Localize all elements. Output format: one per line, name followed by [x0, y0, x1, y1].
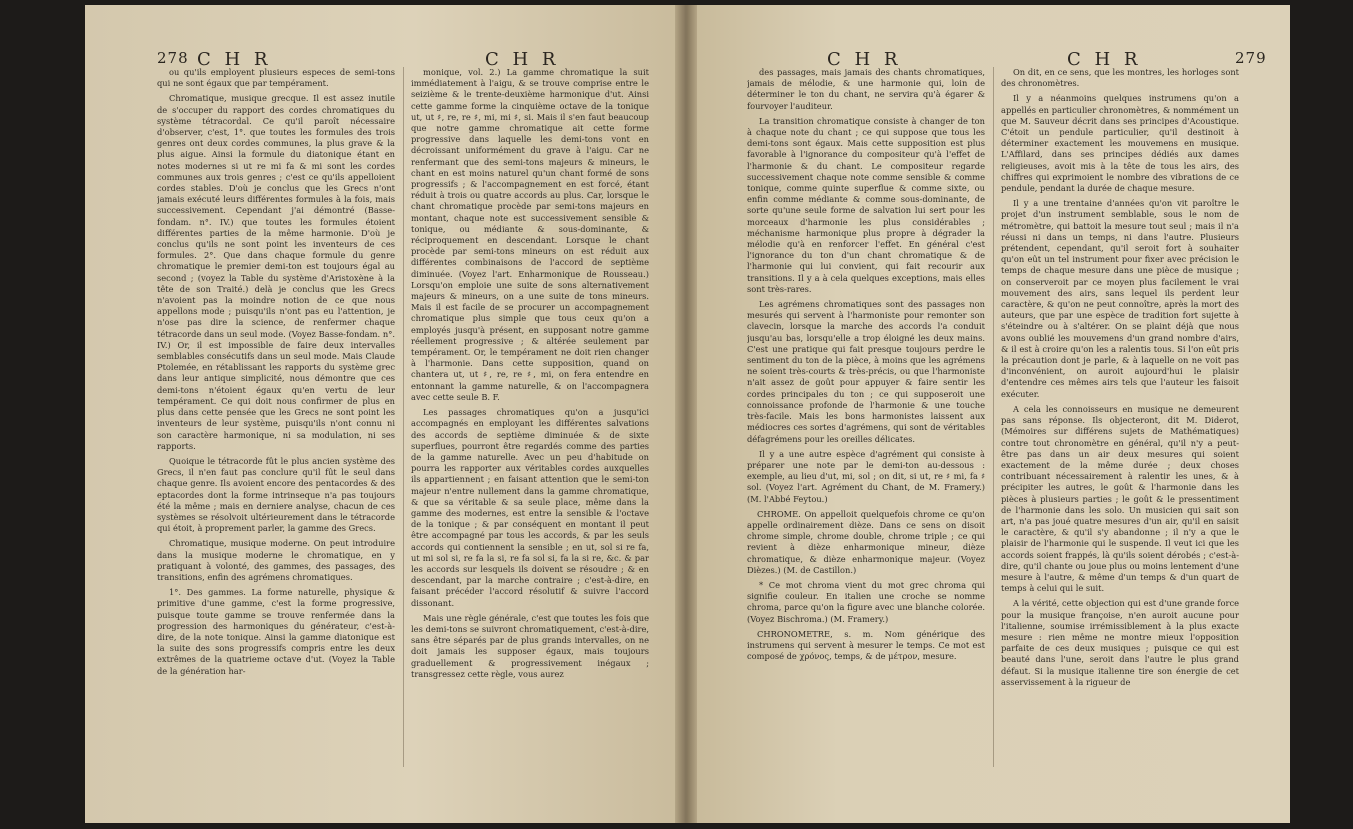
paragraph: monique, vol. 2.) La gamme chromatique la suit immédiatement à l'aigu, & se trouve comprise entre le seizième & le trente-deuxième harmonique d'ut. Ainsi cette gamme forme la cinquième octave de la tonique ut, ut ♯, re, re ♯, mi, mi ♯, si. Mais il s'en faut beaucoup que notre gamme chromatique ait cette forme progressive dans laquelle les demi-tons vont en décroissant uniformément du grave à l'aigu. Car ne renfermant que des semi-tons majeurs & mineurs, le chant en est moins naturel qu'un chant formé de sons progressifs ; & l'accompagnement en est forcé, étant réduit à trois ou quatre accords au plus. Car, lorsque le chant chromatique procède par semi-tons majeurs en montant, chaque note est successivement sensible & tonique, ou médiante & sous-dominante, & réciproquement en descendant. Lorsque le chant procède par semi-tons mineurs on est réduit aux différentes combinaisons de l'accord de septième diminuée. (Voyez l'art. Enharmonique de Rousseau.) Lorsqu'on emploie une suite de sons alternativement majeurs & mineurs, on a une suite de tons mineurs. Mais il est facile de se procurer un accompagnement chromatique plus simple que tous ceux qu'on a employés jusqu'à présent, en supposant notre gamme réellement progressive ; & altérée seulement par tempérament. Or, le tempérament ne doit rien changer à l'harmonie. Dans cette supposition, quand on chantera ut, ut ♯, re, re ♯, mi, on fera entendre en entonnant la gamme naturelle, & on l'accompagnera avec cette seule B. F. [411, 67, 649, 402]
open-book [85, 5, 1290, 823]
paragraph: Quoique le tétracorde fût le plus ancien système des Grecs, il n'en faut pas conclure qu'il fût le seul dans chaque genre. Ils avoient encore des pentacordes & des eptacordes dont la forme intrinseque n'a pas toujours été la même ; mais en derniere analyse, chacun de ces systèmes se résolvoit ultérieurement dans le tétracorde qui étoit, à proprement parler, la gamme des Grecs. [157, 455, 395, 534]
paragraph: La transition chromatique consiste à changer de ton à chaque note du chant ; ce qui suppose que tous les demi-tons sont égaux. Mais cette supposition est plus favorable à l'ignorance du compositeur qu'à l'effet de l'harmonie & du chant. Le compositeur regarde successivement chaque note comme sensible & comme tonique, comme quinte superflue & comme sixte, ou enfin comme médiante & comme sous-dominante, de sorte qu'une seule forme de salvation lui sert pour les morceaux d'harmonie les plus considérables ; méchanisme harmonique plus propre à dégrader la mélodie qu'à en renforcer l'effet. En général c'est l'ignorance du ton d'un chant chromatique & de l'harmonie qui lui convient, qui fait recourir aux transitions. Il y a à cela quelques exceptions, mais elles sont très-rares. [747, 115, 985, 294]
paragraph: Il y a une trentaine d'années qu'on vit paroître le projet d'un instrument semblable, sous le nom de métromètre, qui battoit la mesure tout seul ; mais il n'a réussi ni dans un temps, ni dans l'autre. Plusieurs prétendent, cependant, qu'il seroit fort à souhaiter qu'on eût un tel instrument pour fixer avec précision le temps de chaque mesure dans une pièce de musique ; on conserveroit par ce moyen plus facilement le vrai mouvement des airs, sans lequel ils perdent leur caractère, & qu'on ne peut connoître, après la mort des auteurs, que par une espèce de tradition fort sujette à s'éteindre ou à s'altérer. On se plaint déjà que nous avons oublié les mouvemens d'un grand nombre d'airs, & il est à croire qu'on les a ralentis tous. Si l'on eût pris la précaution dont je parle, & à laquelle on ne voit pas d'inconvénient, on auroit aujourd'hui le plaisir d'entendre ces mêmes airs tels que l'auteur les faisoit exécuter. [1001, 198, 1239, 399]
column-divider [403, 67, 404, 767]
dictionary-entry-chrome: CHROME. On appelloit quelquefois chrome ce qu'on appelle ordinairement dièze. Dans ce sens on disoit chrome simple, chrome double, chrome triple ; ce qui revient à dièze enharmonique mineur, dièze chromatique, & dièze enharmonique majeur. (Voyez Dièzes.) (M. de Castillon.) [747, 508, 985, 575]
running-head-left-1: C H R [197, 49, 272, 70]
running-head-right-1: C H R [827, 49, 902, 70]
paragraph: Chromatique, musique moderne. On peut introduire dans la musique moderne le chromatique, en y pratiquant à volonté, des gammes, des passages, des transitions, enfin des agrémens chromatiques. [157, 538, 395, 582]
left-page [85, 5, 683, 823]
running-head-right-2: C H R [1067, 49, 1142, 70]
column-divider [993, 67, 994, 767]
dictionary-entry-chronometre: CHRONOMETRE, s. m. Nom générique des instrumens qui servent à mesurer le temps. Ce mot est composé de χρόνος, temps, & de μέτρον, mesure. [747, 628, 985, 662]
paragraph: A cela les connoisseurs en musique ne demeurent pas sans réponse. Ils objecteront, dit M. Diderot, (Mémoires sur différens sujets de Mathématiques) contre tout chronomètre en général, qu'il n'y a peut-être pas dans un air deux mesures qui soient exactement de la même durée ; deux choses contribuant nécessairement à ralentir les unes, & à précipiter les autres, le goût & l'harmonie dans les pièces à plusieurs parties ; le goût & le pressentiment de l'harmonie dans les solo. Un musicien qui sait son art, n'a pas joué quatre mesures d'un air, qu'il en saisit le caractère, & qu'il s'y abandonne ; il n'y a que le plaisir de l'harmonie qui le suspende. Il veut ici que les accords soient frappés, là qu'ils soient dérobés ; c'est-à-dire, qu'il chante ou joue plus ou moins lentement d'une mesure à l'autre, & même d'un temps & d'un quart de temps à celui qui le suit. [1001, 403, 1239, 594]
paragraph: des passages, mais jamais des chants chromatiques, jamais de mélodie, & une harmonie qui, loin de déterminer le ton du chant, ne servira qu'à égarer & fourvoyer l'auditeur. [747, 67, 985, 111]
paragraph: Les agrémens chromatiques sont des passages non mesurés qui servent à l'harmoniste pour remonter son clavecin, lorsque la marche des accords l'a conduit jusqu'au bas, lorsqu'elle a trop éloigné les deux mains. C'est une pratique qui fait presque toujours perdre le sentiment du ton de la pièce, à moins que les agrémens ne soient très-courts & très-précis, ou que l'harmoniste n'ait assez de goût pour appuyer & faire sentir les cordes principales du ton ; ce qui supposeroit une connoissance profonde de l'harmonie & une touche très-facile. Mais les bons harmonistes laissent aux médiocres ces sortes d'agrémens, qui sont de véritables défagrémens pour les oreilles délicates. [747, 299, 985, 444]
right-page [687, 5, 1290, 823]
right-page-column-2 [1001, 67, 1239, 767]
book-gutter [675, 5, 697, 823]
paragraph: Les passages chromatiques qu'on a jusqu'ici accompagnés en employant les différentes salvations des accords de septième diminuée & de sixte superflues, pourront être regardés comme des parties de la gamme naturelle. Avec un peu d'habitude on pourra les rapporter aux véritables cordes auxquelles ils appartiennent ; en faisant attention que le semi-ton majeur n'entre nullement dans la gamme chromatique, & que sa véritable & sa seule place, même dans la gamme des modernes, est entre la sensible & l'octave de la tonique ; & par conséquent en montant il peut être accompagné par tous les accords, & par les seuls accords qui contiennent la sensible ; en ut, sol si re fa, ut mi sol si, re fa la si, re fa sol si, fa la si re, &c. & par les accords sur lesquels ils doivent se résoudre ; & en descendant, par la marche contraire ; c'est-à-dire, en faisant précéder l'accord résolutif & suivre l'accord dissonant. [411, 407, 649, 608]
page-number-left: 278 [157, 49, 189, 67]
paragraph: Il y a une autre espèce d'agrément qui consiste à préparer une note par le demi-ton au-dessous : exemple, au lieu d'ut, mi, sol ; on dit, si ut, re ♯ mi, fa ♯ sol. (Voyez l'art. Agrément du Chant, de M. Framery.) (M. l'Abbé Feytou.) [747, 448, 985, 504]
paragraph: On dit, en ce sens, que les montres, les horloges sont des chronomètres. [1001, 67, 1239, 89]
paragraph: Mais une règle générale, c'est que toutes les fois que les demi-tons se suivront chromatiquement, c'est-à-dire, sans être séparés par de plus grands intervalles, on ne doit jamais les supposer égaux, mais toujours graduellement & progressivement inégaux ; transgressez cette règle, vous aurez [411, 612, 649, 679]
paragraph: Chromatique, musique grecque. Il est assez inutile de s'occuper du rapport des cordes chromatiques du système tétracordal. Ce qu'il paroît nécessaire d'observer, c'est, 1°. que toutes les formules des trois genres ont deux cordes communes, la plus grave & la plus aigue. Ainsi la formule du diatonique étant en notes modernes si ut re mi fa & mi sont les cordes communes aux trois genres ; c'est ce qu'ils appelloient cordes stables. D'où je conclus que les Grecs n'ont jamais exécuté leurs différentes formules à la fois, mais successivement. Cependant j'ai démontré (Basse-fondam. n°. IV.) que toutes les formules étoient différentes parties de la même harmonie. D'où je conclus qu'ils ne sont point les inventeurs de ces formules. 2°. Que dans chaque formule du genre chromatique le premier demi-ton est toujours égal au second ; (voyez la Table du système d'Aristoxène à la tête de son Traité.) delà je conclus que les Grecs n'avoient pas la moindre notion de ce que nous appellons mode ; puisqu'ils n'ont pas eu l'attention, je n'ose pas dire la science, de renfermer chaque tétracorde dans un seul mode. (Voyez Basse-fondam. n°. IV.) Or, il est impossible de faire deux intervalles semblables consécutifs dans un seul mode. Mais Claude Ptolemée, en rétablissant les rapports du système grec dans leur antique simplicité, nous démontre que ces demi-tons n'étoient égaux qu'en vertu de leur tempérament. Ce qui doit nous confirmer de plus en plus dans cette pensée que les Grecs ne sont point les inventeurs de leur système, puisqu'ils n'ont connu ni son caractère harmonique, ni sa modulation, ni ses rapports. [157, 93, 395, 451]
paragraph: A la vérité, cette objection qui est d'une grande force pour la musique françoise, n'en auroit aucune pour l'italienne, soumise irrémissiblement à la plus exacte mesure : rien même ne montre mieux l'opposition parfaite de ces deux musiques ; puisque ce qui est beauté dans l'une, seroit dans l'autre le plus grand défaut. Si la musique italienne tire son énergie de cet asservissement à la rigueur de [1001, 598, 1239, 687]
paragraph: 1°. Des gammes. La forme naturelle, physique & primitive d'une gamme, c'est la forme progressive, puisque toute gamme se trouve renfermée dans la progression des harmoniques du générateur, c'est-à-dire, de la note tonique. Ainsi la gamme diatonique est la suite des sons progressifs compris entre les deux extrêmes de la quatrieme octave d'ut. (Voyez la Table de la génération har- [157, 587, 395, 676]
left-page-column-1 [157, 67, 395, 767]
paragraph: * Ce mot chroma vient du mot grec chroma qui signifie couleur. En italien une croche se nomme chroma, parce qu'on la figure avec une blanche colorée. (Voyez Bischroma.) (M. Framery.) [747, 579, 985, 624]
paragraph: ou qu'ils employent plusieurs especes de semi-tons qui ne sont égaux que par tempérament. [157, 67, 395, 89]
paragraph: Il y a néanmoins quelques instrumens qu'on a appellés en particulier chronomètres, & nommément un que M. Sauveur décrit dans ses principes d'Acoustique. C'étoit un pendule particulier, qu'il destinoit à déterminer exactement les mouvemens en musique. L'Affilard, dans ses principes dédiés aux dames religieuses, avoit mis à la tête de tous les airs, des chiffres qui exprimoient le nombre des vibrations de ce pendule, pendant la durée de chaque mesure. [1001, 93, 1239, 194]
right-page-column-1 [747, 67, 985, 767]
left-page-column-2 [411, 67, 649, 767]
page-number-right: 279 [1235, 49, 1267, 67]
running-head-left-2: C H R [485, 49, 560, 70]
